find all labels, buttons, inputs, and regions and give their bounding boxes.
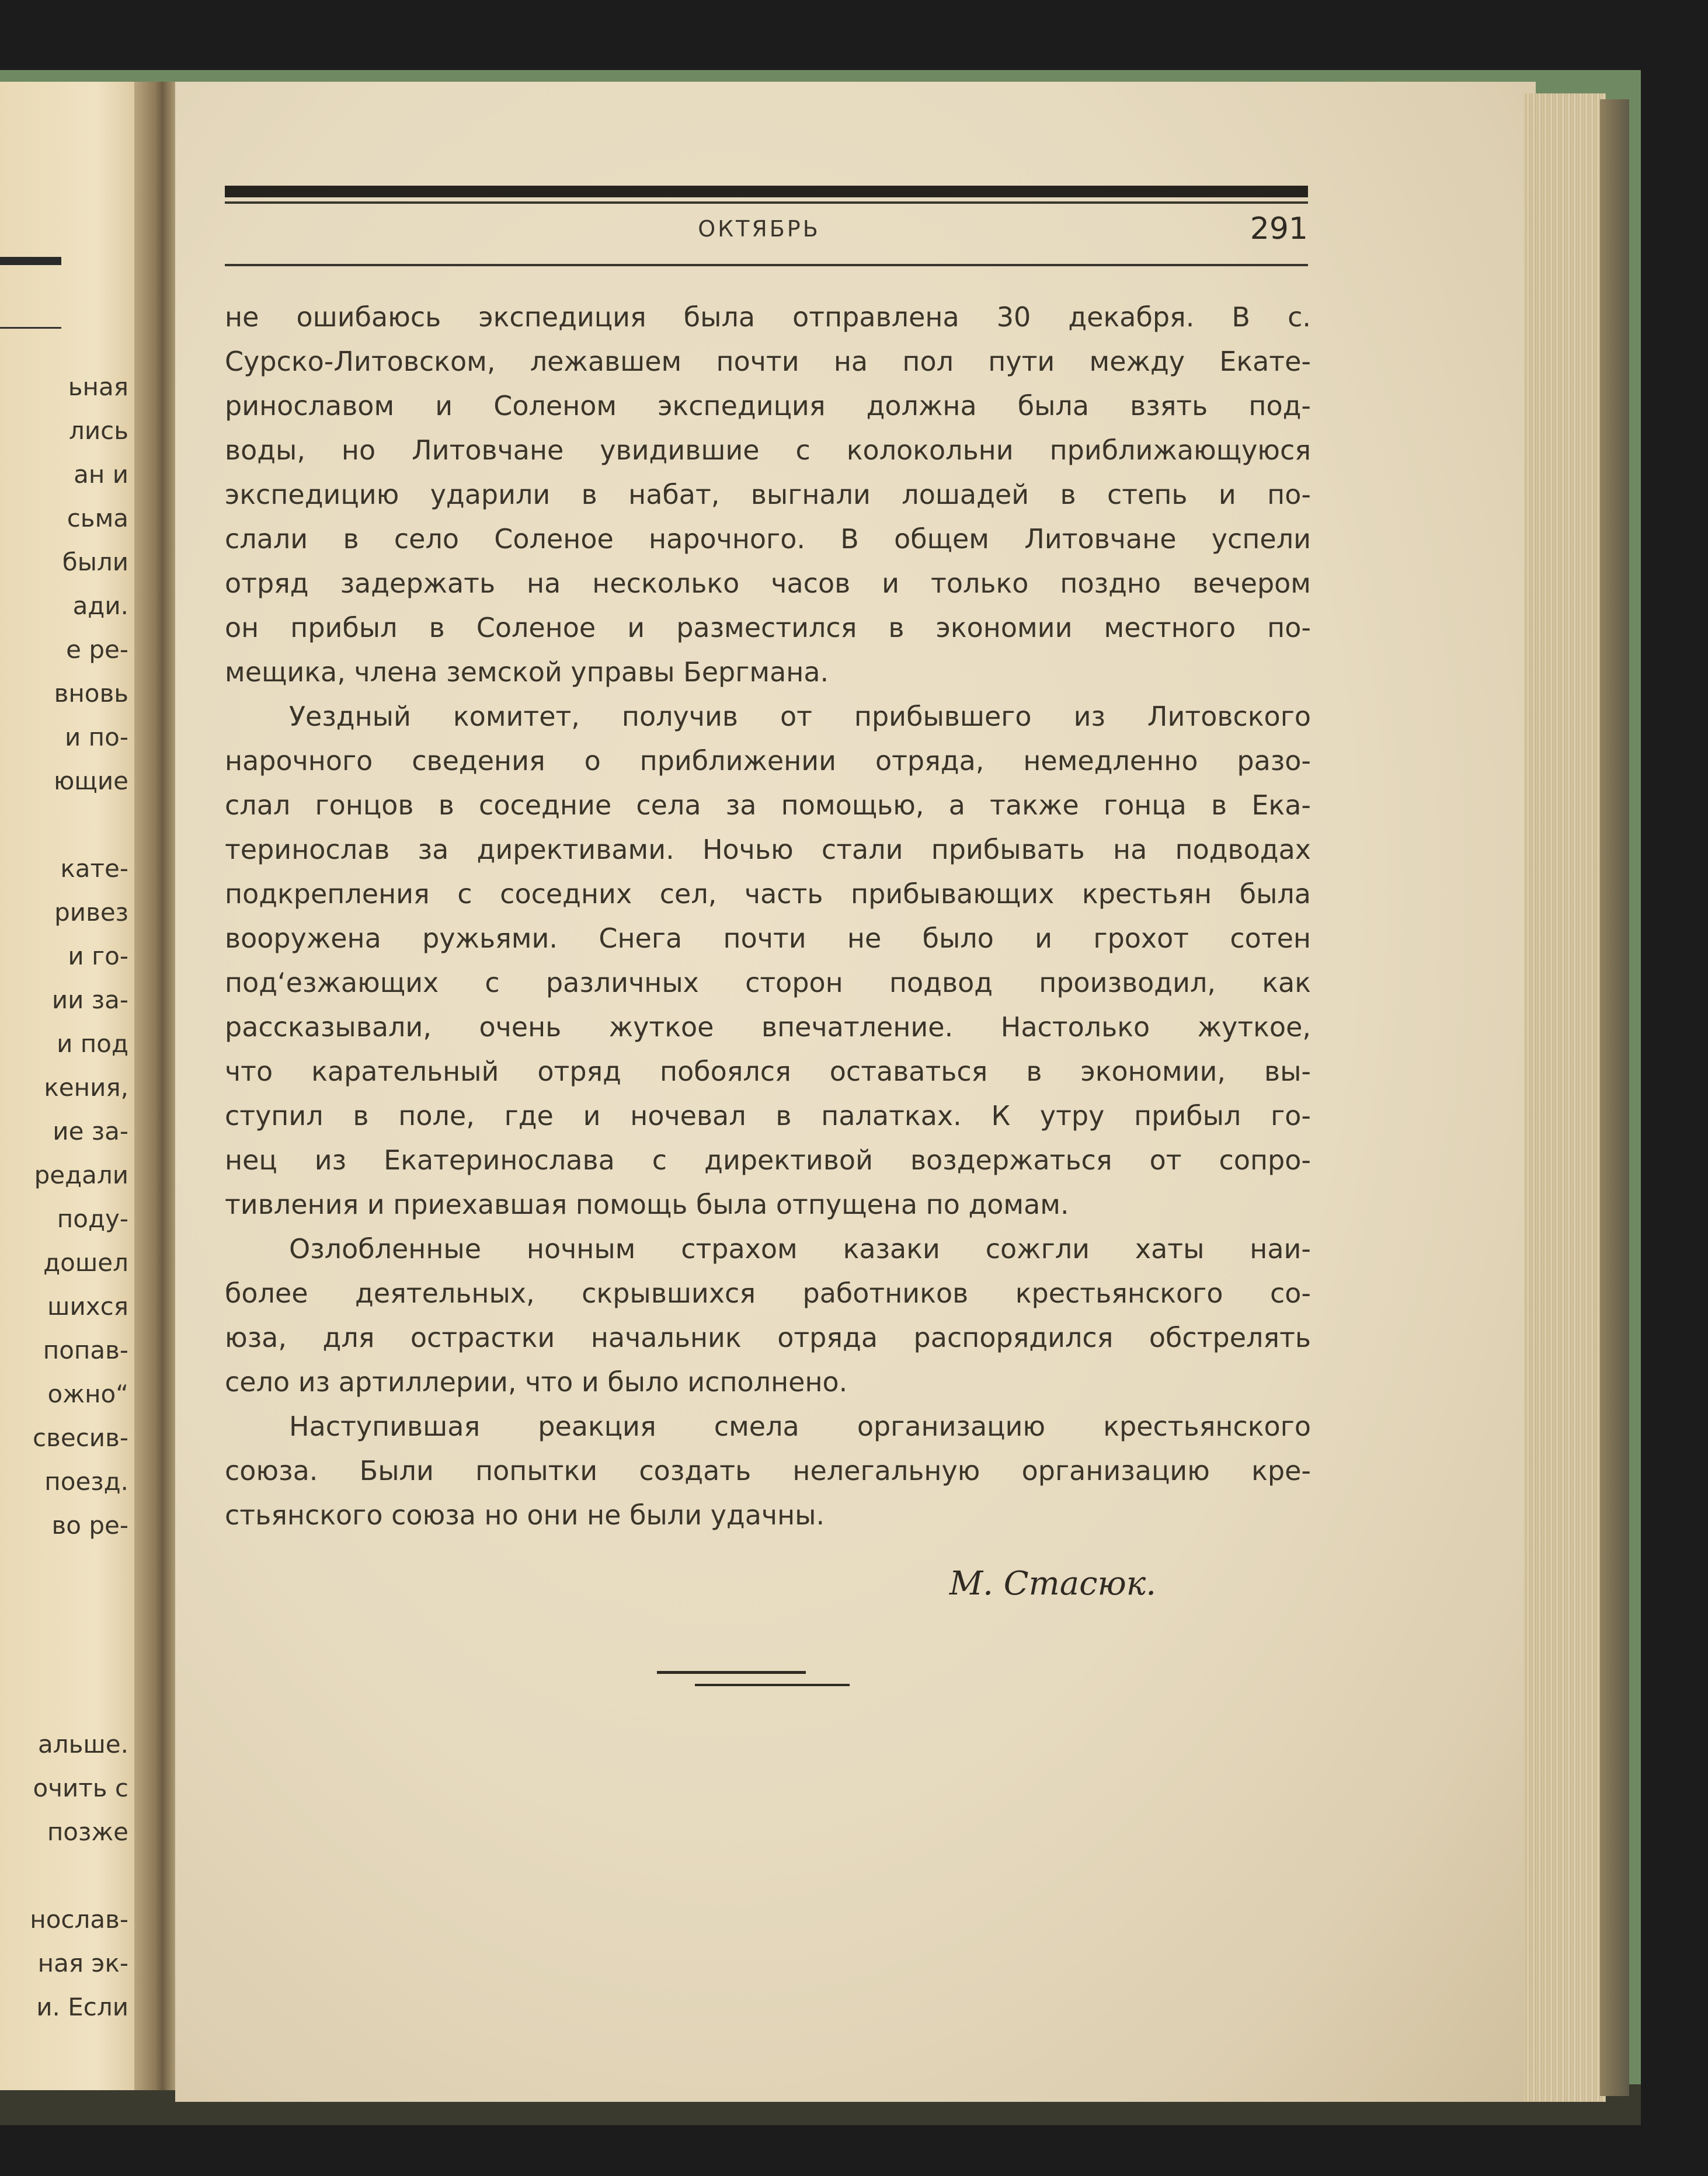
previous-page-line: во ре- bbox=[51, 1511, 128, 1540]
text-line: слали в село Соленое нарочного. В общем Литовчане успели bbox=[225, 523, 1311, 555]
previous-page-line: ожно“ bbox=[47, 1380, 128, 1408]
text-line: не ошибаюсь экспедиция была отправлена 30 декабря. В с. bbox=[225, 301, 1311, 333]
book-gutter bbox=[134, 82, 181, 2090]
previous-page-header-rule bbox=[0, 257, 61, 265]
page-edges bbox=[1524, 93, 1606, 2102]
header-underline bbox=[225, 264, 1308, 266]
previous-page-line: кате- bbox=[60, 854, 128, 883]
text-line: под‘езжающих с различных сторон подвод производил, как bbox=[225, 967, 1311, 998]
previous-page-line: и. Если bbox=[36, 1993, 128, 2021]
text-line: союза. Были попытки создать нелегальную организацию кре- bbox=[225, 1455, 1311, 1486]
text-line: Наступившая реакция смела организацию крестьянского bbox=[289, 1411, 1311, 1442]
running-head: ОКТЯБРЬ bbox=[698, 216, 820, 242]
previous-page-line bbox=[0, 1679, 128, 1722]
text-line: слал гонцов в соседние села за помощью, а также гонца в Ека- bbox=[225, 789, 1311, 821]
text-line: теринослав за директивами. Ночью стали прибывать на подводах bbox=[225, 834, 1311, 865]
text-line: более деятельных, скрывшихся работников крестьянского со- bbox=[225, 1277, 1311, 1309]
previous-page-text bbox=[0, 365, 128, 2029]
previous-page-line: поду- bbox=[57, 1204, 128, 1233]
previous-page-line: альше. bbox=[38, 1730, 128, 1759]
previous-page-line: ие за- bbox=[53, 1117, 128, 1146]
text-line: Сурско-Литовском, лежавшем почти на пол пути между Екате- bbox=[225, 346, 1311, 377]
previous-page-line: ади. bbox=[72, 591, 128, 620]
previous-page-line: вновь bbox=[54, 679, 128, 708]
previous-page-line bbox=[0, 803, 128, 847]
text-line: мещика, члена земской управы Бергмана. bbox=[225, 656, 829, 688]
text-line: рассказывали, очень жуткое впечатление. Настолько жуткое, bbox=[225, 1011, 1311, 1043]
previous-page-line: ющие bbox=[53, 767, 128, 795]
header-rule bbox=[225, 186, 1308, 197]
previous-page-line: и по- bbox=[65, 723, 128, 751]
previous-page-line: ии за- bbox=[51, 986, 128, 1014]
previous-page-line: е ре- bbox=[66, 635, 128, 664]
text-line: ступил в поле, где и ночевал в палатках. К утру прибыл го- bbox=[225, 1100, 1311, 1131]
previous-page-line bbox=[0, 1547, 128, 1591]
previous-page-line: попав- bbox=[43, 1336, 128, 1364]
text-line: воды, но Литовчане увидившие с колокольни приближающуюся bbox=[225, 434, 1311, 466]
text-line: он прибыл в Соленое и разместился в экономии местного по- bbox=[225, 612, 1311, 643]
end-rule bbox=[657, 1671, 806, 1674]
previous-page-line: лись bbox=[69, 416, 128, 445]
previous-page-line bbox=[0, 1635, 128, 1679]
text-line: Озлобленные ночным страхом казаки сожгли хаты наи- bbox=[289, 1233, 1311, 1265]
previous-page-line: и го- bbox=[68, 942, 128, 970]
previous-page-line: были bbox=[62, 548, 128, 576]
previous-page-line: свесив- bbox=[33, 1423, 128, 1452]
end-rule-lower bbox=[695, 1684, 850, 1686]
text-line: экспедицию ударили в набат, выгнали лошадей в степь и по- bbox=[225, 479, 1311, 510]
page-number: 291 bbox=[1250, 211, 1308, 246]
text-line: подкрепления с соседних сел, часть прибывающих крестьян была bbox=[225, 878, 1311, 910]
previous-page-line: редали bbox=[34, 1161, 128, 1189]
previous-page-line: очить с bbox=[33, 1774, 128, 1802]
previous-page-line bbox=[0, 1854, 128, 1898]
text-line: что карательный отряд побоялся оставаться в экономии, вы- bbox=[225, 1056, 1311, 1087]
previous-page-line: ьная bbox=[68, 372, 128, 401]
text-line: Уездный комитет, получив от прибывшего из Литовского bbox=[289, 701, 1311, 732]
previous-page-line: ан и bbox=[74, 460, 128, 489]
previous-page-line: шихся bbox=[47, 1292, 128, 1321]
previous-page-line: нослав- bbox=[30, 1905, 128, 1934]
text-line: отряд задержать на несколько часов и только поздно вечером bbox=[225, 567, 1311, 599]
previous-page-line: поезд. bbox=[44, 1467, 128, 1496]
author-signature: М. Стасюк. bbox=[949, 1565, 1156, 1603]
text-line: нарочного сведения о приближении отряда, немедленно разо- bbox=[225, 745, 1311, 777]
previous-page-line: кения, bbox=[44, 1073, 128, 1102]
previous-page-line: сьма bbox=[67, 504, 128, 532]
text-line: вооружена ружьями. Снега почти не было и грохот сотен bbox=[225, 922, 1311, 954]
previous-page-line: позже bbox=[47, 1818, 128, 1846]
text-line: село из артиллерии, что и было исполнено. bbox=[225, 1366, 848, 1398]
page-edges-shadow bbox=[1600, 99, 1629, 2096]
previous-page-header-underline bbox=[0, 327, 61, 329]
body-text bbox=[225, 295, 1311, 1537]
previous-page-line: и под bbox=[57, 1029, 128, 1058]
text-line: юза, для острастки начальник отряда распорядился обстрелять bbox=[225, 1322, 1311, 1353]
text-line: тивления и приехавшая помощь была отпущена по домам. bbox=[225, 1189, 1069, 1220]
previous-page-line bbox=[0, 1591, 128, 1635]
previous-page-line: ная эк- bbox=[37, 1949, 128, 1977]
text-line: стьянского союза но они не были удачны. bbox=[225, 1499, 825, 1531]
header-rule-thin bbox=[225, 201, 1308, 204]
text-line: ринославом и Соленом экспедиция должна была взять под- bbox=[225, 390, 1311, 422]
text-line: нец из Екатеринослава с директивой воздержаться от сопро- bbox=[225, 1144, 1311, 1176]
previous-page-line: дошел bbox=[43, 1248, 128, 1277]
previous-page-line: ривез bbox=[54, 898, 128, 927]
